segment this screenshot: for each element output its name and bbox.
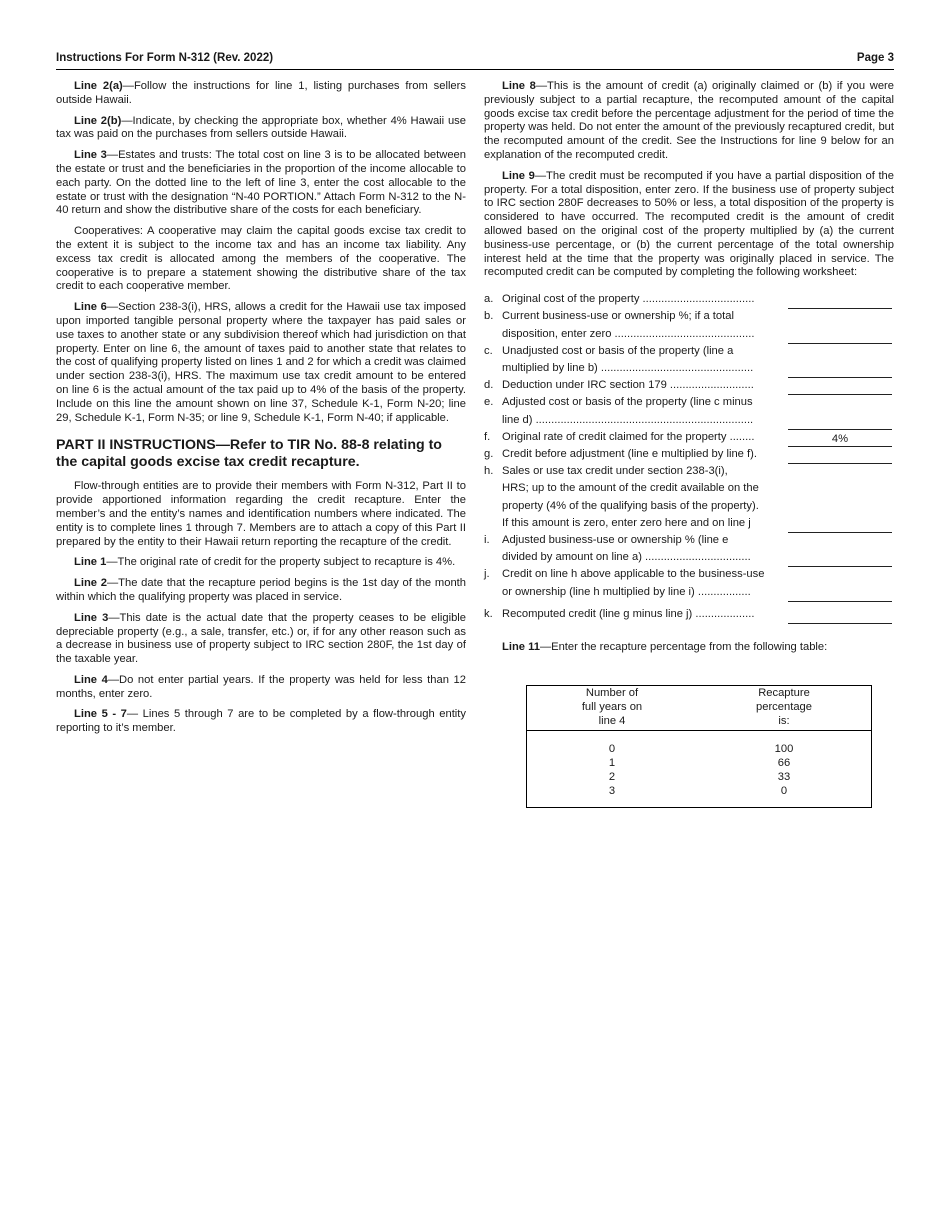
header-years-cell: [527, 686, 697, 728]
header-years-line: full years on: [581, 701, 643, 713]
left-column: [56, 80, 466, 743]
paragraph-text: Flow-through entities are to provide their members with Form N-312, Part II to provide apportioned information regarding the credit recapture. Enter the member’s and the entity’s names and identification numbers where indicated. The entity is to complete lines 1 through 7. Members are to attach a copy of this Part II prepared by the entity to their Hawaii return reporting the recapture of the credit.: [56, 480, 466, 548]
header-percent-cell: [697, 686, 871, 728]
worksheet-row-key: j.: [484, 568, 490, 581]
line-label: Line 8: [502, 80, 536, 92]
worksheet-row: [484, 534, 789, 568]
line-label: Line 1: [74, 556, 107, 569]
worksheet-row-text: Adjusted business-use or ownership % (line e: [502, 533, 729, 546]
worksheet-row: [484, 293, 789, 310]
line-label: Line 3: [74, 611, 109, 624]
years-column: [527, 742, 697, 798]
header-years-line: Number of: [585, 687, 639, 699]
worksheet-row: [484, 396, 789, 430]
instruction-paragraph: [56, 149, 466, 218]
table-cell-percent: 66: [777, 757, 791, 769]
worksheet-row-text: Unadjusted cost or basis of the property (line a: [502, 344, 734, 357]
line-label: Line 3: [74, 149, 107, 162]
worksheet-row-key: g.: [484, 447, 494, 460]
line-label: Line 11: [502, 641, 540, 654]
table-cell-years: 3: [608, 785, 616, 797]
worksheet-row-text: Adjusted cost or basis of the property (line c minus: [502, 396, 753, 409]
worksheet-row-text: divided by amount on line a) ..................................: [502, 551, 751, 564]
line8-9-paragraphs: [484, 80, 894, 280]
instruction-paragraph: [56, 612, 466, 667]
page-header: [56, 52, 894, 70]
page-number: Page 3: [856, 52, 894, 64]
worksheet-row-text: Recomputed credit (line g minus line j) ...................: [502, 607, 755, 620]
table-cell-years: 0: [608, 743, 616, 755]
worksheet-answer-field[interactable]: [788, 416, 892, 430]
instruction-paragraph: [484, 170, 894, 280]
table-cell-percent: 33: [777, 771, 791, 783]
worksheet-row-text: disposition, enter zero .............................................: [502, 327, 755, 340]
table-header-row: [527, 686, 871, 731]
instruction-paragraph: [484, 80, 894, 163]
instruction-paragraph: [56, 674, 466, 702]
paragraph-text: —Indicate, by checking the appropriate box, whether 4% Hawaii use tax was paid on the purchases from sellers outside Hawaii.: [56, 114, 466, 141]
paragraph-text: —The original rate of credit for the property subject to recapture is 4%.: [106, 556, 456, 569]
worksheet-row-text: Original rate of credit claimed for the property ........: [502, 430, 755, 443]
worksheet-row: [484, 465, 789, 534]
paragraph-text: —Section 238-3(i), HRS, allows a credit for the Hawaii use tax imposed upon imported tangible personal property where the taxpayer has paid sales or use taxes to another state or any subdivision thereof which had jurisdiction on that property. Enter on line 6, the amount of taxes paid to another state that relates to the cost of qualifying property listed on lines 1 and 2 for which a credit was claimed under section 238-3(i), HRS. The maximum use tax credit amount to be entered on line 6 is the actual amount of the tax paid up to 4% of the basis of the property. Include on this line the amount shown on line 37, Schedule K-1, Form N-20; line 29, Schedule K-1, Form N-35; or line 9, Schedule K-1, Form N-40; if applicable.: [56, 301, 466, 424]
right-column: [484, 80, 894, 662]
instruction-paragraph: [56, 556, 466, 570]
worksheet-row-key: k.: [484, 607, 493, 620]
worksheet-answer-field[interactable]: [788, 450, 892, 464]
worksheet-row-text: property (4% of the qualifying basis of the property).: [502, 499, 759, 512]
paragraph-text: — Lines 5 through 7 are to be completed by a flow-through entity reporting to it’s member.: [56, 708, 466, 735]
worksheet-row-key: i.: [484, 533, 490, 546]
worksheet-row: [484, 431, 789, 448]
recomputed-credit-worksheet: [484, 293, 894, 623]
instruction-paragraph: [56, 115, 466, 143]
worksheet-row-text: multiplied by line b) .................................................: [502, 361, 754, 374]
worksheet-row-key: h.: [484, 465, 494, 478]
instruction-paragraph: [56, 225, 466, 294]
paragraph-text: Cooperatives: A cooperative may claim the capital goods excise tax credit to the extent it is subject to the income tax and has an income tax liability. Any excess tax credit is allocated among the members of the cooperative. The cooperative is to prepare a statement showing the distributive share of the tax credit to each cooperative member.: [56, 225, 466, 293]
line-label: Line 4: [74, 673, 108, 686]
part1-paragraphs: [56, 80, 466, 425]
worksheet-row-text: Deduction under IRC section 179 ...........................: [502, 379, 754, 392]
part2-paragraphs: [56, 480, 466, 736]
worksheet-row-text: If this amount is zero, enter zero here and on line j: [502, 516, 751, 529]
table-cell-years: 1: [608, 757, 616, 769]
paragraph-text: —This is the amount of credit (a) originally claimed or (b) if you were previously subject to a partial recapture, the recomputed amount of the capital goods excise tax credit before the percentage adjustment for the period of time the property was held. Do not enter the amount of the previously recaptured credit, but the recomputed amount of the credit. See the Instructions for line 9 below for an explanation of the recomputed credit.: [484, 80, 894, 161]
recapture-table: [526, 685, 872, 808]
form-title: Instructions For Form N-312 (Rev. 2022): [56, 52, 274, 64]
line-label: Line 6: [74, 301, 107, 314]
worksheet-answer-field[interactable]: [788, 381, 892, 395]
percent-column: [697, 742, 871, 798]
instruction-paragraph: [56, 708, 466, 736]
paragraph-text: —The date that the recapture period begins is the 1st day of the month within which the qualifying property was placed in service.: [56, 577, 466, 603]
worksheet-row: [484, 379, 789, 396]
header-percent-line: is:: [778, 715, 790, 727]
worksheet-row-key: f.: [484, 430, 491, 443]
paragraph-text: —The credit must be recomputed if you have a partial disposition of the property. For a total disposition, enter zero. If the business use of property subject to IRC section 280F decreases to 50% or less, a total disposition of the property is considered to have occurred. The recomputed credit is the amount of credit allowed based on the original cost of the property multiplied by (a) the current business-use percentage, or (b) the current percentage of the total ownership interest held at the time that the property was originally placed in service. The recomputed credit can be computed by completing the following worksheet:: [484, 169, 894, 279]
worksheet-answer-field[interactable]: [788, 364, 892, 378]
worksheet-row-key: d.: [484, 379, 494, 392]
table-cell-percent: 100: [774, 743, 794, 755]
header-years-line: line 4: [598, 715, 626, 727]
worksheet-row: [484, 345, 789, 379]
line-label: Line 9: [502, 169, 535, 182]
worksheet-answer-field[interactable]: 4%: [788, 433, 892, 447]
worksheet-row-text: Sales or use tax credit under section 238-3(i),: [502, 465, 728, 478]
worksheet-answer-field[interactable]: [788, 519, 892, 533]
worksheet-row-key: b.: [484, 310, 494, 323]
part2-heading: PART II INSTRUCTIONS—Refer to TIR No. 88-8 relating to the capital goods excise tax credit recapture.: [56, 437, 442, 471]
worksheet-row-text: line d) ......................................................................: [502, 413, 754, 426]
worksheet-row: [484, 310, 789, 344]
paragraph-text: —Enter the recapture percentage from the following table:: [539, 641, 828, 654]
worksheet-row-text: HRS; up to the amount of the credit available on the: [502, 482, 759, 495]
worksheet-row: [484, 568, 789, 602]
worksheet-row: [484, 448, 789, 465]
header-percent-line: percentage: [756, 701, 812, 713]
line-label: Line 2(a): [74, 80, 123, 92]
instruction-paragraph: [56, 80, 466, 108]
table-cell-percent: 0: [780, 785, 788, 797]
worksheet-row-text: Original cost of the property ....................................: [502, 293, 755, 306]
paragraph-text: —Follow the instructions for line 1, listing purchases from sellers outside Hawaii.: [56, 80, 466, 106]
worksheet-row-text: Credit on line h above applicable to the business-use: [502, 568, 765, 581]
line-label: Line 2(b): [74, 114, 122, 127]
worksheet-row: [484, 608, 789, 625]
worksheet-answer-field[interactable]: [788, 295, 892, 309]
instruction-paragraph: [56, 577, 466, 605]
line-label: Line 2: [74, 577, 107, 590]
worksheet-row-text: or ownership (line h multiplied by line i) .................: [502, 585, 751, 598]
worksheet-row-text: Current business-use or ownership %; if a total: [502, 310, 734, 323]
worksheet-row-key: e.: [484, 396, 494, 409]
header-percent-line: Recapture: [758, 687, 810, 699]
paragraph-text: —This date is the actual date that the property ceases to be eligible depreciable property (e.g., a sale, transfer, etc.) or, if for any other reason such as a decrease in business use of property subject to IRC section 280F, the 1st day of the taxable year.: [56, 611, 466, 666]
paragraph-text: —Estates and trusts: The total cost on line 3 is to be allocated between the estate or trust and the beneficiaries in the proportion of the income allocable to each party. On the dotted line to the left of line 3, enter the cost allocable to the estate or trust with the designation “N-40 PORTION.” Attach Form N-312 to the N-40 return and show the distributive share of the costs for each beneficiary.: [56, 149, 466, 217]
worksheet-row-text: Credit before adjustment (line e multiplied by line f).: [502, 447, 757, 460]
table-cell-years: 2: [608, 771, 616, 783]
worksheet-row-key: a.: [484, 293, 494, 306]
worksheet-answer-field[interactable]: [788, 330, 892, 344]
paragraph-text: —Do not enter partial years. If the property was held for less than 12 months, enter zero.: [56, 673, 466, 700]
instruction-paragraph: [56, 480, 466, 549]
worksheet-answer-field[interactable]: [788, 588, 892, 602]
line11-paragraph: [484, 641, 894, 655]
instruction-paragraph: [56, 301, 466, 425]
worksheet-answer-field[interactable]: [788, 553, 892, 567]
worksheet-row-key: c.: [484, 344, 493, 357]
worksheet-answer-field[interactable]: [788, 610, 892, 624]
line-label: Line 5 - 7: [74, 708, 127, 721]
